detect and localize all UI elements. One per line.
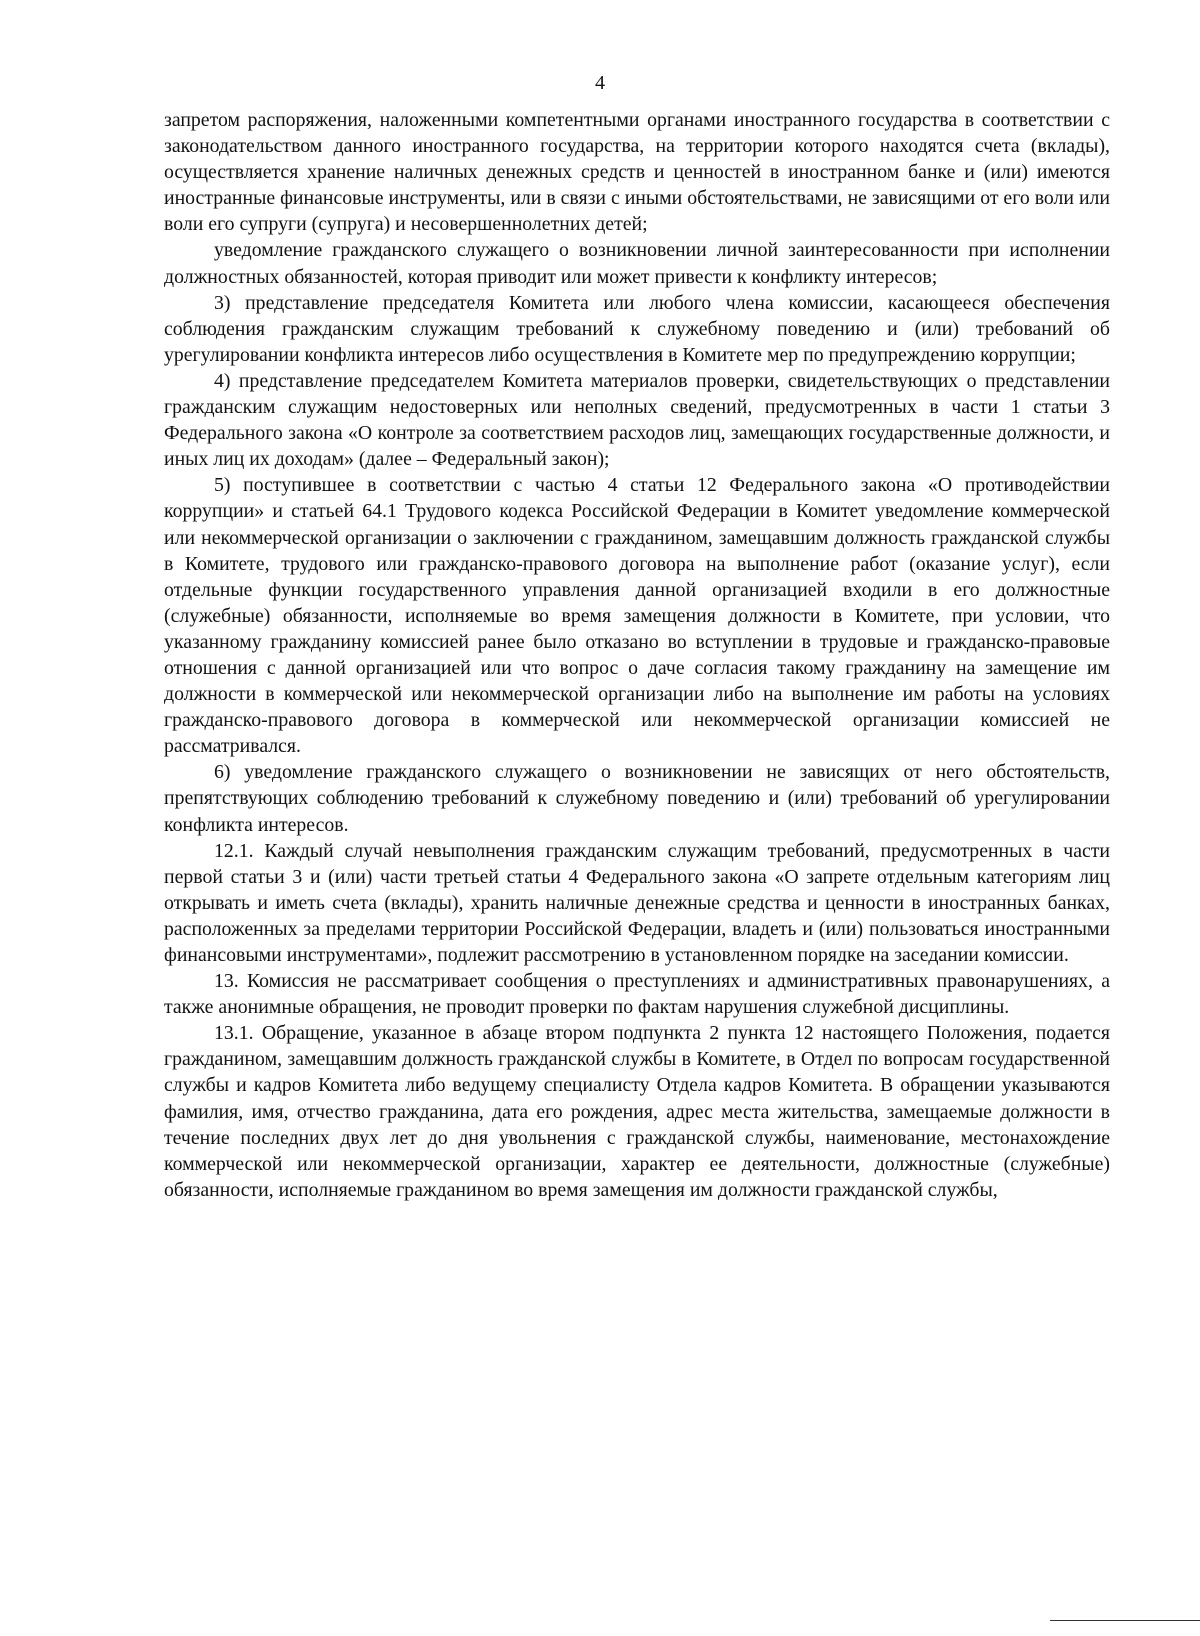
paragraph-item-6: 6) уведомление гражданского служащего о возникновении не зависящих от него обстоятельств, препятствующих соблюдению требований к служебному поведению и (или) требований об урегулировании конфликта интересов. — [164, 761, 1110, 836]
paragraph-clause-13: 13. Комиссия не рассматривает сообщения о преступлениях и административных правонарушениях, а также анонимные обращения, не проводит проверки по фактам нарушения служебной дисциплины. — [164, 970, 1110, 1019]
paragraph-item-3: 3) представление председателя Комитета или любого члена комиссии, касающееся обеспечения соблюдения гражданским служащим требований к служебному поведению и (или) требований об урегулировании конфликта интересов либо осуществления в Комитете мер по предупреждению коррупции; — [164, 291, 1110, 366]
document-body — [164, 107, 1110, 1203]
paragraph-item-5: 5) поступившее в соответствии с частью 4 статьи 12 Федерального закона «О противодействии коррупции» и статьей 64.1 Трудового кодекса Российской Федерации в Комитет уведомление коммерческой или некоммерческой организации о заключении с гражданином, замещавшим должность гражданской службы в Комитете, трудового или гражданско-правового договора на выполнение работ (оказание услуг), если отдельные функции государственного управления данной организацией входили в его должностные (служебные) обязанности, исполняемые во время замещения должности в Комитете, при условии, что указанному гражданину комиссией ранее было отказано во вступлении в трудовые и гражданско-правовые отношения с данной организацией или что вопрос о даче согласия такому гражданину на замещение им должности в коммерческой или некоммерческой организации либо на выполнение им работы на условиях гражданско-правового договора в коммерческой или некоммерческой организации комиссией не рассматривался. — [164, 474, 1110, 758]
paragraph-clause-13-1: 13.1. Обращение, указанное в абзаце втором подпункта 2 пункта 12 настоящего Положения, подается гражданином, замещавшим должность гражданской службы в Комитете, в Отдел по вопросам государственной службы и кадров Комитета либо ведущему специалисту Отдела кадров Комитета. В обращении указываются фамилия, имя, отчество гражданина, дата его рождения, адрес места жительства, замещаемые должности в течение последних двух лет до дня увольнения с гражданской службы, наименование, местонахождение коммерческой или некоммерческой организации, характер ее деятельности, должностные (служебные) обязанности, исполняемые гражданином во время замещения им должности гражданской службы, — [164, 1022, 1110, 1201]
page-number: 4 — [595, 72, 605, 94]
scan-edge-line — [1050, 1620, 1200, 1621]
paragraph-item-4: 4) представление председателем Комитета материалов проверки, свидетельствующих о представлении гражданским служащим недостоверных или неполных сведений, предусмотренных в части 1 статьи 3 Федерального закона «О контроле за соответствием расходов лиц, замещающих государственные должности, и иных лиц их доходам» (далее – Федеральный закон); — [164, 369, 1110, 471]
paragraph-clause-12-1: 12.1. Каждый случай невыполнения гражданским служащим требований, предусмотренных в части первой статьи 3 и (или) части третьей статьи 4 Федерального закона «О запрете отдельным категориям лиц открывать и иметь счета (вклады), хранить наличные денежные средства и ценности в иностранных банках, расположенных за пределами территории Российской Федерации, владеть и (или) пользоваться иностранными финансовыми инструментами», подлежит рассмотрению в установленном порядке на заседании комиссии. — [164, 839, 1110, 966]
paragraph-notification-interest: уведомление гражданского служащего о возникновении личной заинтересованности при исполнении должностных обязанностей, которая приводит или может привести к конфликту интересов; — [164, 239, 1110, 288]
paragraph-continuation: запретом распоряжения, наложенными компетентными органами иностранного государства в соответствии с законодательством данного иностранного государства, на территории которого находятся счета (вклады), осуществляется хранение наличных денежных средств и ценностей в иностранном банке и (или) имеются иностранные финансовые инструменты, или в связи с иными обстоятельствами, не зависящими от его воли или воли его супруги (супруга) и несовершеннолетних детей; — [164, 109, 1110, 236]
